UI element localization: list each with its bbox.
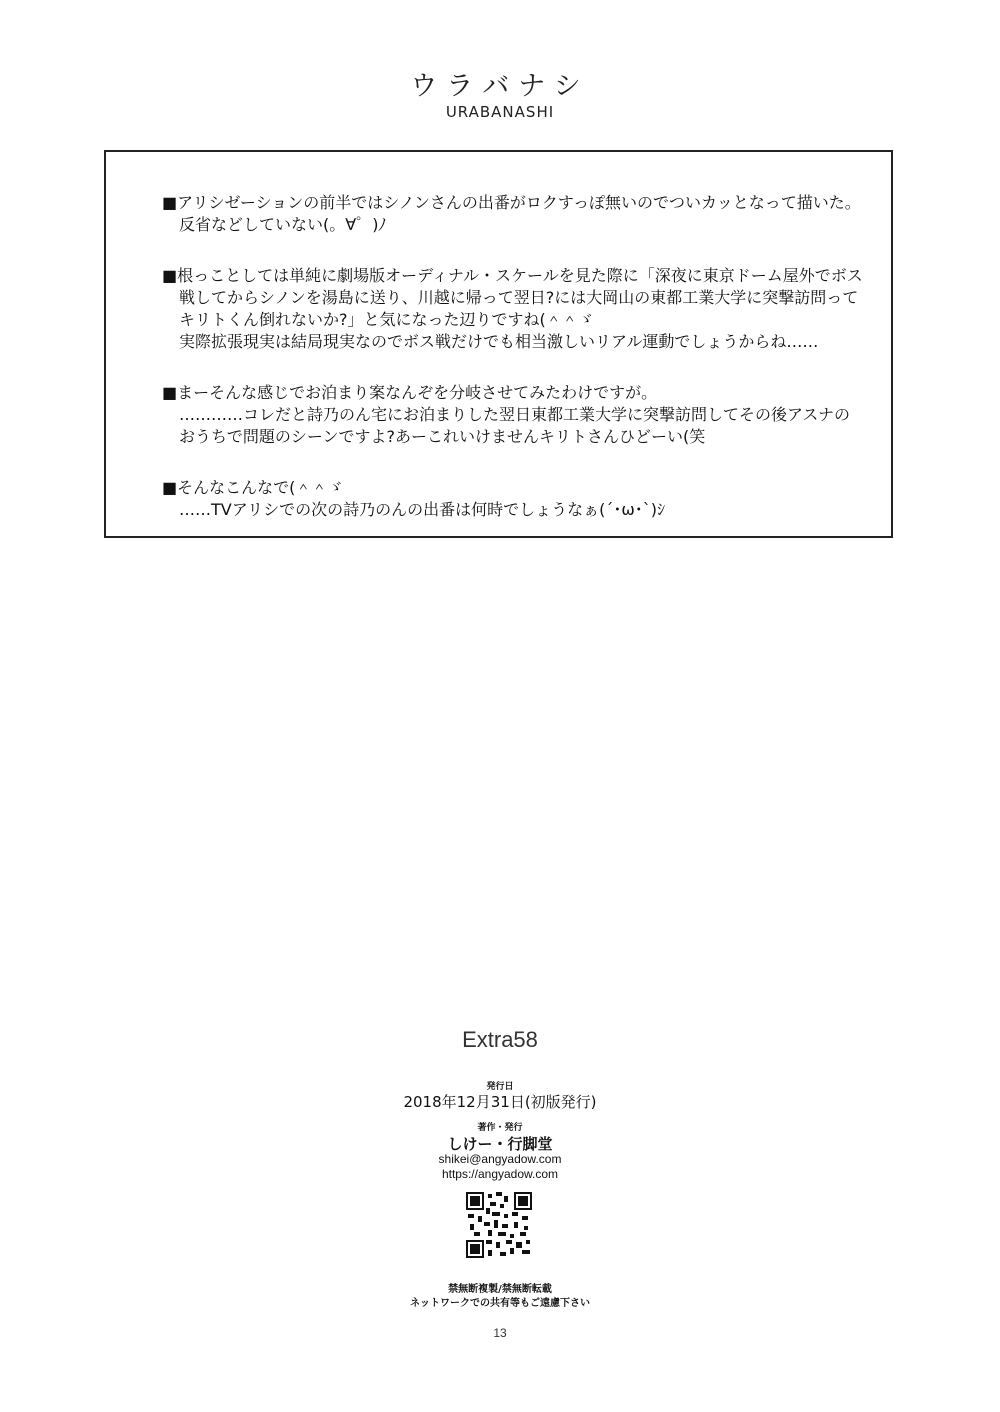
note-line: 反省などしていない(。∀゜)ﾉ [179,215,387,234]
note-line: …………コレだと詩乃のん宅にお泊まりした翌日東都工業大学に突撃訪問してその後アスナの [179,405,851,424]
notes-list [162,192,861,550]
sharing-notice: ネットワークでの共有等もご遠慮下さい [410,1298,590,1309]
author-label: 著作・発行 [477,1123,523,1133]
date-label: 発行日 [486,1082,514,1092]
contact-email: shikei@angyadow.com [438,1152,562,1166]
page-header [0,64,1000,121]
publication-date: 2018年12月31日(初版発行) [403,1093,597,1111]
qr-code-icon [466,1192,532,1258]
note-4 [162,477,861,521]
note-line: ……TVアリシでの次の詩乃のんの出番は何時でしょうなぁ(´･ω･`)ｼ [179,500,665,519]
page-number: 13 [493,1326,507,1340]
note-line: キリトくん倒れないか?」と気になった辺りですね(＾＾ゞ [179,310,594,329]
note-line: おうちで問題のシーンですよ?あーこれいけませんキリトさんひどーい(笑 [179,427,706,446]
note-line: 実際拡張現実は結局現実なのでボス戦だけでも相当激しいリアル運動でしょうからね…… [179,332,819,351]
afterword-box [104,150,893,538]
note-line: ■そんなこんなで(＾＾ゞ [162,478,344,497]
note-1 [162,192,861,236]
note-line: ■まーそんな感じでお泊まり案なんぞを分岐させてみたわけですが。 [162,383,658,402]
website-url: https://angyadow.com [441,1167,559,1181]
page-title-jp: ウラバナシ [410,71,590,102]
author-name: しけー・行脚堂 [447,1135,553,1153]
book-title: Extra58 [462,1027,538,1052]
note-line: ■アリシゼーションの前半ではシノンさんの出番がロクすっぽ無いのでついカッとなって描いた。 [162,193,861,212]
note-2 [162,265,861,353]
page-title-en: URABANASHI [445,103,555,121]
copyright-notice: 禁無断複製/禁無断転載 [448,1284,552,1295]
note-3 [162,382,861,448]
note-line: ■根っことしては単純に劇場版オーディナル・スケールを見た際に「深夜に東京ドーム屋外でボス [162,266,863,285]
note-line: 戦してからシノンを湯島に送り、川越に帰って翌日?には大岡山の東都工業大学に突撃訪問って [179,288,859,307]
